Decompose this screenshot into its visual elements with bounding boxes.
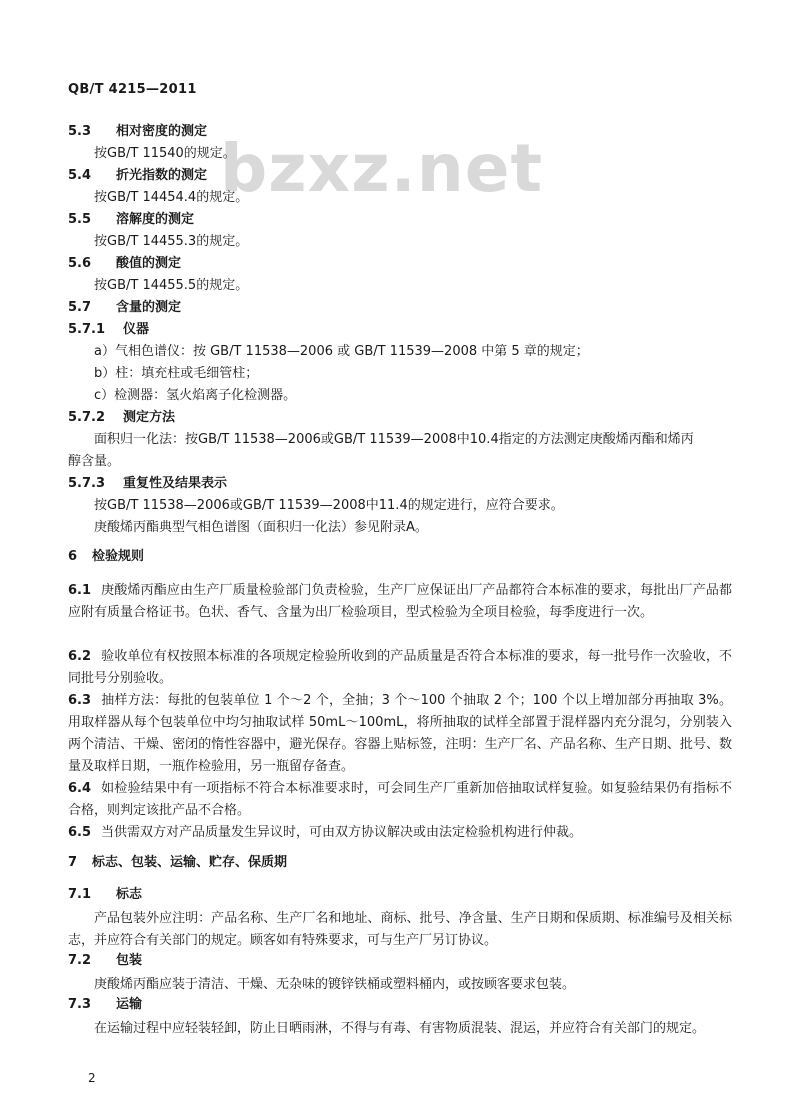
clause-number: 5.5 (68, 212, 92, 227)
clause-6-4 (68, 778, 732, 822)
clause-text: 验收单位有权按照本标准的各项规定检验所收到的产品质量是否符合本标准的要求，每一批号作一次验收，不同批号分别验收。 (68, 649, 732, 686)
clause-5-4-body: 按GB/T 14454.4的规定。 (94, 190, 249, 205)
clause-6-5 (68, 822, 732, 844)
clause-number: 5.4 (68, 168, 92, 183)
clause-number: 6.1 (68, 583, 92, 598)
clause-number: 5.7 (68, 300, 92, 315)
clause-title: 测定方法 (123, 410, 176, 425)
heading-7-2 (68, 952, 142, 970)
clause-title: 溶解度的测定 (116, 212, 195, 227)
section-number: 6 (68, 549, 78, 564)
clause-5-7-2-body-line1: 面积归一化法：按GB/T 11538—2006或GB/T 11539—2008中10.4指定的方法测定庚酸烯丙酯和烯丙 (94, 432, 694, 447)
clause-5-5-body: 按GB/T 14455.3的规定。 (94, 234, 249, 249)
clause-title: 仪器 (123, 322, 150, 337)
section-title: 检验规则 (92, 549, 145, 564)
clause-number: 5.7.1 (68, 322, 106, 337)
heading-5-3 (68, 123, 207, 141)
page-number: 2 (88, 1071, 96, 1085)
heading-section-7 (68, 854, 287, 872)
clause-number: 5.7.3 (68, 476, 106, 491)
clause-title: 含量的测定 (116, 300, 182, 315)
clause-7-3-body: 在运输过程中应轻装轻卸，防止日晒雨淋，不得与有毒、有害物质混装、混运，并应符合有关部门的规定。 (94, 1021, 706, 1036)
section-number: 7 (68, 855, 78, 870)
clause-5-7-3-body-line2: 庚酸烯丙酯典型气相色谱图（面积归一化法）参见附录A。 (94, 520, 428, 535)
heading-section-6 (68, 548, 144, 566)
list-item: b）柱：填充柱或毛细管柱； (94, 366, 259, 381)
clause-number: 6.3 (68, 693, 92, 708)
clause-number: 6.4 (68, 781, 92, 796)
heading-5-7-2 (68, 409, 175, 427)
heading-5-7-3 (68, 475, 227, 493)
watermark-text: bzxz.net (220, 130, 544, 207)
clause-title: 酸值的测定 (116, 256, 182, 271)
clause-5-7-2-body-line2: 醇含量。 (68, 454, 121, 469)
clause-number: 6.2 (68, 649, 92, 664)
clause-title: 标志 (116, 887, 143, 902)
section-title: 标志、包装、运输、贮存、保质期 (92, 855, 288, 870)
list-item: c）检测器：氢火焰离子化检测器。 (94, 388, 297, 403)
clause-text: 抽样方法：每批的包装单位 1 个～2 个，全抽；3 个～100 个抽取 2 个；100 个以上增加部分再抽取 3%。用取样器从每个包装单位中均匀抽取试样 50mL～100mL，将所抽取的试样全部置于混样器内充分混匀，分别装入两个清洁、干燥、密闭的惰性容器中，避光保存。容器上贴标签，注明：生产厂名、产品名称、生产日期、批号、数量及取样日期，一瓶作检验用，另一瓶留存备查。 (68, 693, 732, 774)
list-item: a）气相色谱仪：按 GB/T 11538—2006 或 GB/T 11539—2008 中第 5 章的规定； (94, 344, 589, 359)
clause-6-2 (68, 646, 732, 690)
clause-number: 7.2 (68, 953, 92, 968)
clause-number: 5.7.2 (68, 410, 106, 425)
heading-5-6 (68, 255, 181, 273)
heading-7-1 (68, 886, 142, 904)
heading-7-3 (68, 996, 142, 1014)
clause-7-2-body: 庚酸烯丙酯应装于清洁、干燥、无杂味的镀锌铁桶或塑料桶内，或按顾客要求包装。 (94, 977, 576, 992)
clause-5-7-3-body-line1: 按GB/T 11538—2006或GB/T 11539—2008中11.4的规定进行，应符合要求。 (94, 498, 564, 513)
clause-5-3-body: 按GB/T 11540的规定。 (94, 146, 236, 161)
heading-5-5 (68, 211, 194, 229)
clause-6-1 (68, 580, 732, 624)
clause-number: 5.3 (68, 124, 92, 139)
clause-number: 6.5 (68, 825, 92, 840)
clause-title: 运输 (116, 997, 143, 1012)
heading-5-7 (68, 299, 181, 317)
clause-title: 相对密度的测定 (116, 124, 208, 139)
clause-number: 7.3 (68, 997, 92, 1012)
clause-title: 重复性及结果表示 (123, 476, 228, 491)
clause-6-3 (68, 690, 732, 778)
clause-text: 当供需双方对产品质量发生异议时，可由双方协议解决或由法定检验机构进行仲裁。 (101, 825, 583, 840)
clause-7-1-body: 产品包装外应注明：产品名称、生产厂名和地址、商标、批号、净含量、生产日期和保质期、标准编号及相关标志，并应符合有关部门的规定。顾客如有特殊要求，可与生产厂另订协议。 (68, 911, 732, 948)
clause-text: 庚酸烯丙酯应由生产厂质量检验部门负责检验，生产厂应保证出厂产品都符合本标准的要求，每批出厂产品都应附有质量合格证书。色状、香气、含量为出厂检验项目，型式检验为全项目检验，每季度进行一次。 (68, 583, 732, 620)
clause-title: 包装 (116, 953, 143, 968)
clause-number: 7.1 (68, 887, 92, 902)
clause-5-6-body: 按GB/T 14455.5的规定。 (94, 278, 249, 293)
clause-text: 如检验结果中有一项指标不符合本标准要求时，可会同生产厂重新加倍抽取试样复验。如复验结果仍有指标不合格，则判定该批产品不合格。 (68, 781, 732, 818)
heading-5-4 (68, 167, 207, 185)
heading-5-7-1 (68, 321, 149, 339)
clause-number: 5.6 (68, 256, 92, 271)
clause-title: 折光指数的测定 (116, 168, 208, 183)
standard-code-header: QB/T 4215—2011 (68, 82, 197, 97)
